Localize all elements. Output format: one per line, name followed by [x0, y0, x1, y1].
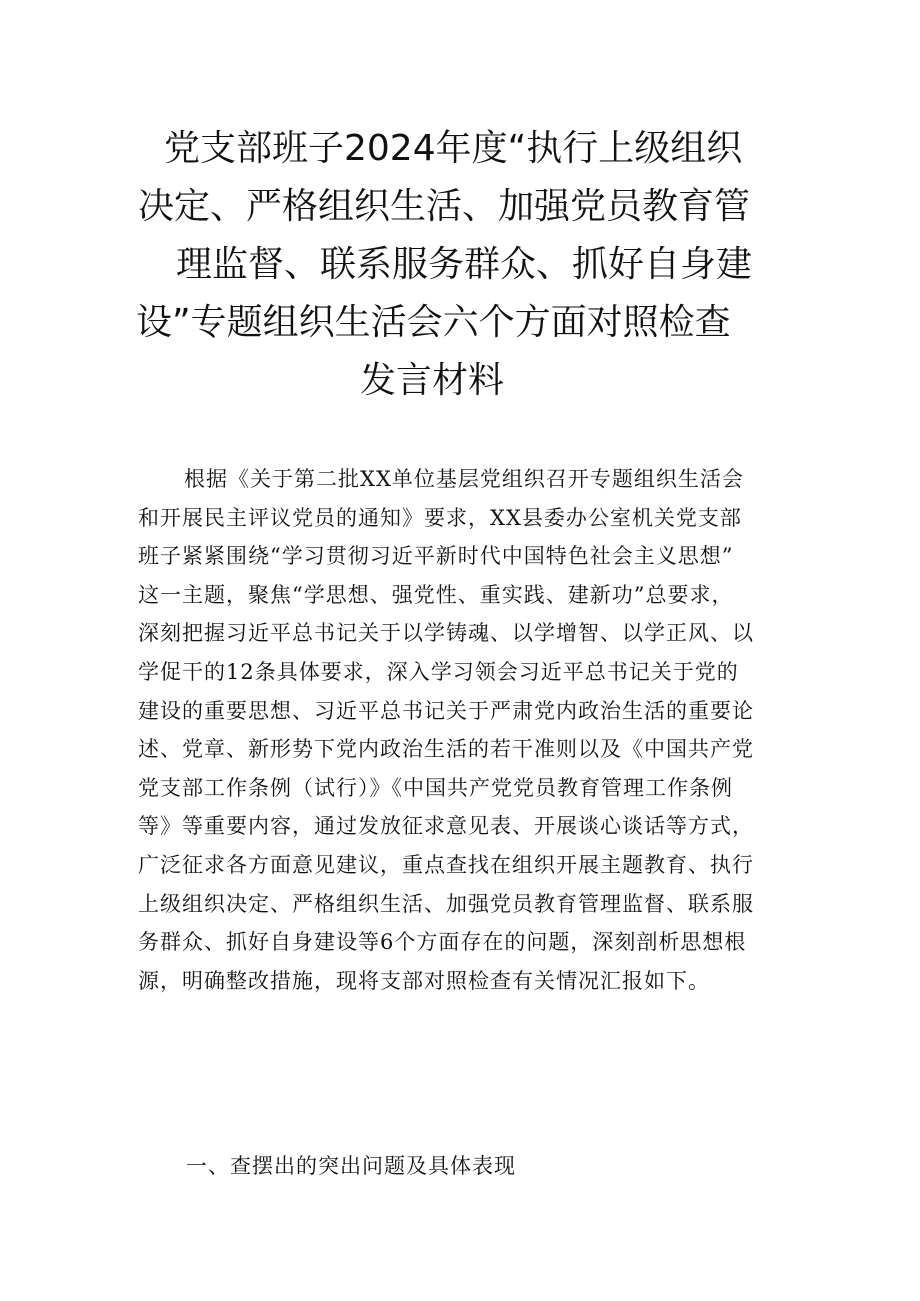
paragraph-line: 务群众、抓好自身建设等6个方面存在的问题，深刻剖析思想根 [138, 930, 747, 955]
paragraph-line: 深刻把握习近平总书记关于以学铸魂、以学增智、以学正风、以 [138, 621, 754, 646]
paragraph-line: 党支部工作条例（试行）》《中国共产党党员教育管理工作条例 [138, 775, 733, 800]
paragraph-line: 源，明确整改措施，现将支部对照检查有关情况汇报如下。 [138, 968, 710, 993]
paragraph-line: 建设的重要思想、习近平总书记关于严肃党内政治生活的重要论 [138, 698, 754, 723]
title-line: 决定、严格组织生活、加强党员教育管 [138, 186, 751, 227]
paragraph-line: 述、党章、新形势下党内政治生活的若干准则以及《中国共产党 [138, 737, 754, 762]
section-heading: 一、查摆出的突出问题及具体表现 [186, 1154, 516, 1178]
paragraph-line: 这一主题，聚焦“学思想、强党性、重实践、建新功”总要求， [138, 582, 734, 607]
paragraph-line: 等》等重要内容，通过发放征求意见表、开展谈心谈话等方式， [138, 814, 754, 839]
paragraph-line: 和开展民主评议党员的通知》要求，XX县委办公室机关党支部 [138, 505, 742, 530]
paragraph-line: 根据《关于第二批XX单位基层党组织召开专题组织生活会 [184, 467, 744, 491]
paragraph-line: 广泛征求各方面意见建议，重点查找在组织开展主题教育、执行 [138, 852, 754, 877]
paragraph-line: 学促干的12条具体要求，深入学习领会习近平总书记关于党的 [138, 659, 739, 684]
document-title [120, 120, 800, 410]
paragraph-line: 班子紧紧围绕“学习贯彻习近平新时代中国特色社会主义思想” [138, 544, 734, 569]
title-line: 发言材料 [360, 360, 505, 401]
title-line: 理监督、联系服务群众、抓好自身建 [176, 244, 753, 285]
paragraph-line: 上级组织决定、严格组织生活、加强党员教育管理监督、联系服 [138, 891, 754, 916]
intro-paragraph [138, 460, 788, 1000]
title-line: 党支部班子2024年度“执行上级组织 [164, 128, 743, 169]
title-line: 设”专题组织生活会六个方面对照检查 [136, 302, 731, 343]
